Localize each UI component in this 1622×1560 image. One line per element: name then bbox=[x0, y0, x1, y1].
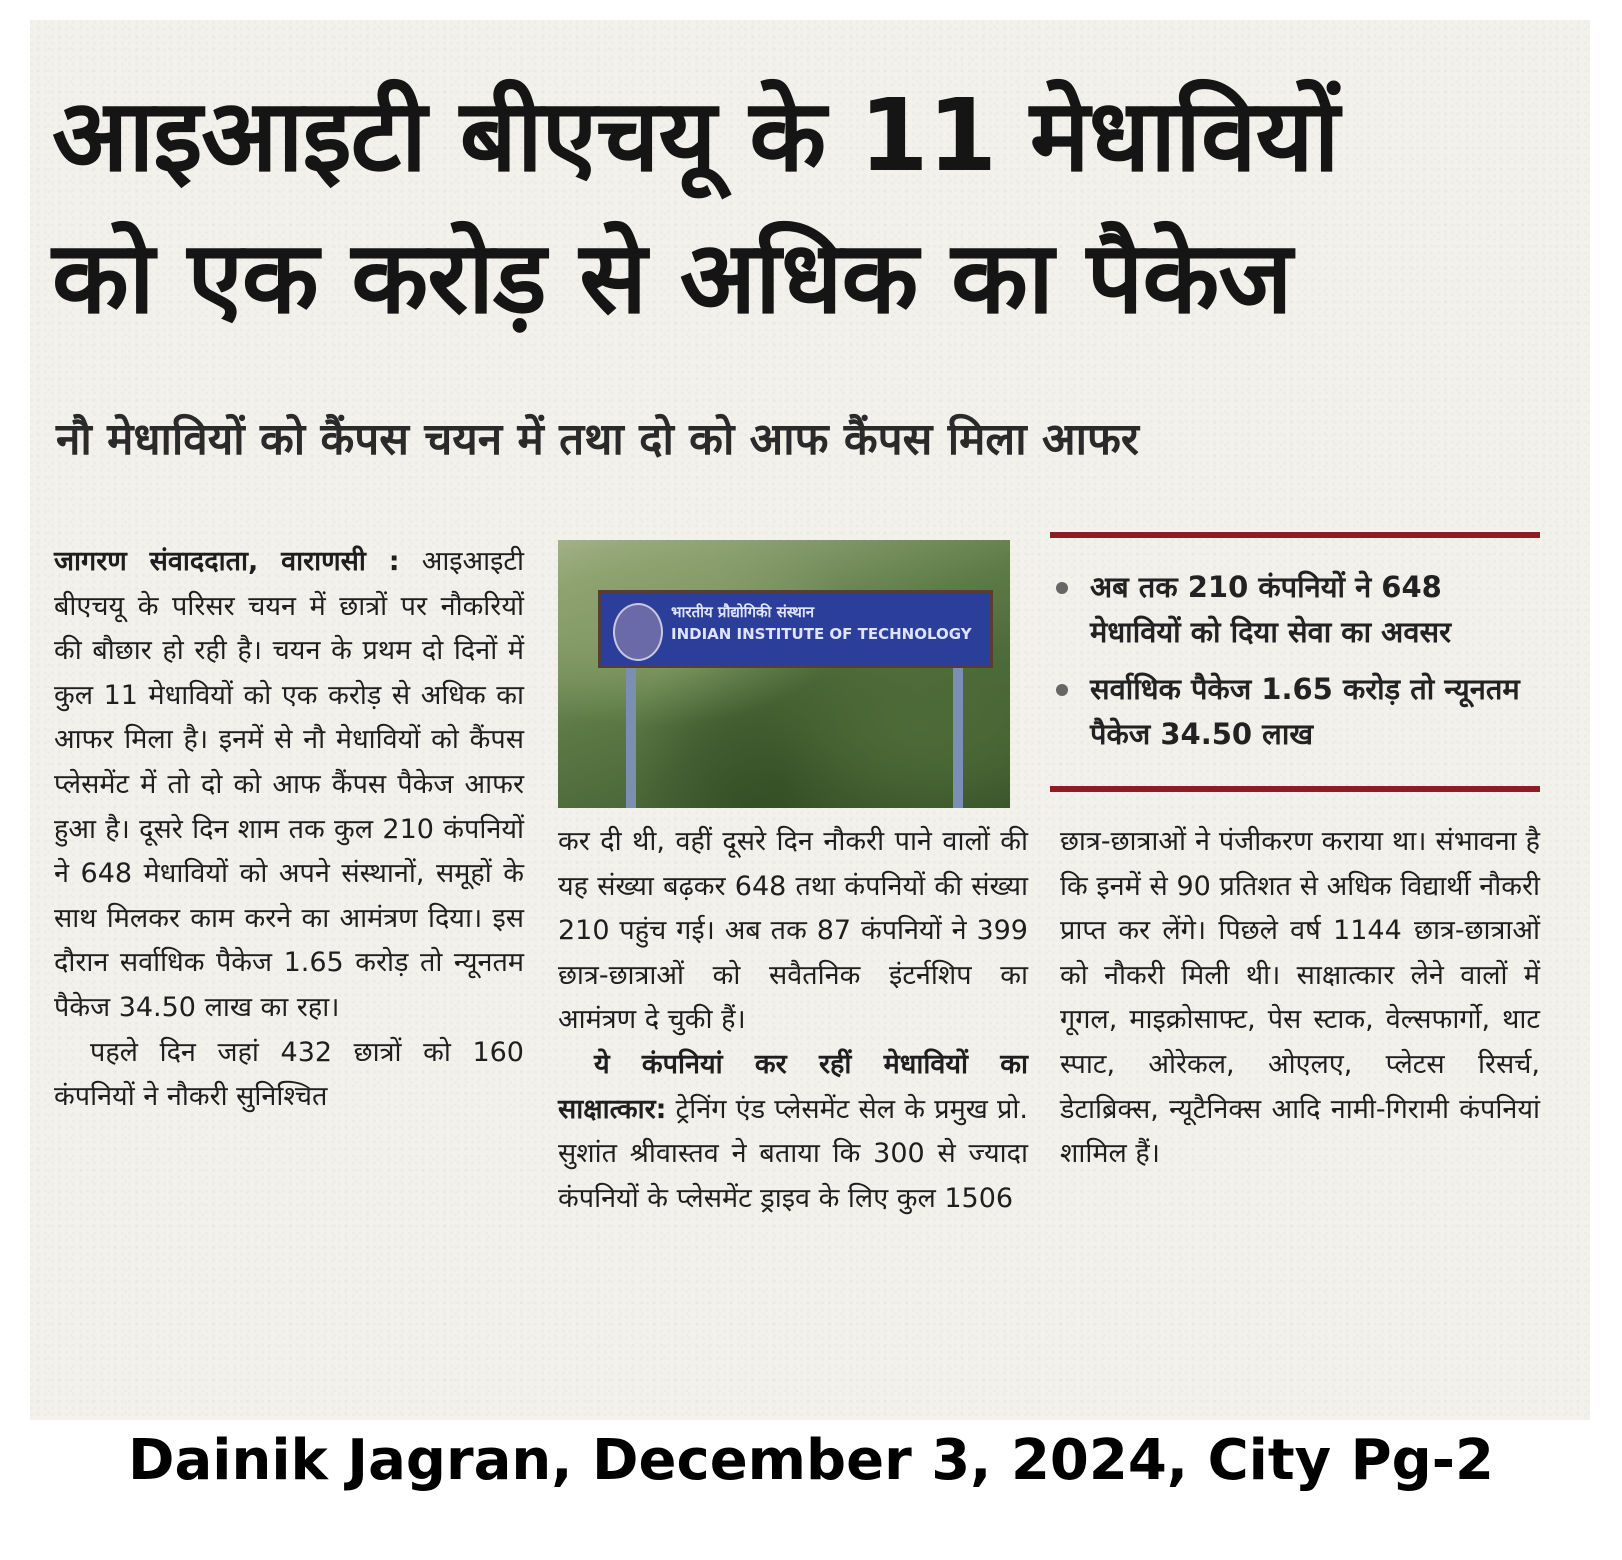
article-para-3-text: ट्रेनिंग एंड प्लेसमेंट सेल के प्रमुख प्रो. सुशांत श्रीवास्तव ने बताया कि 300 से ज्यादा कंपनियों के प्लेसमेंट ड्राइव के लिए कुल 1506 bbox=[558, 1093, 1028, 1214]
sign-pole-left bbox=[626, 668, 636, 808]
article-column-2 bbox=[558, 820, 1028, 1221]
article-para-1-text: आइआइटी बीएचयू के परिसर चयन में छात्रों पर नौकरियों की बौछार हो रही है। चयन के प्रथम दो दिनों में कुल 11 मेधावियों को एक करोड़ से अधिक का आफर मिला है। इनमें से नौ मेधावियों को कैंपस प्लेसमेंट में तो दो को आफ कैंपस पैकेज आफर हुआ है। दूसरे दिन शाम तक कुल 210 कंपनियों ने 648 मेधावियों को अपने संस्थानों, समूहों के साथ मिलकर काम करने का आमंत्रण दिया। इस दौरान सर्वाधिक पैकेज 1.65 करोड़ तो न्यूनतम पैकेज 34.50 लाख का रहा। bbox=[54, 546, 524, 1023]
headline bbox=[52, 65, 1572, 349]
institute-logo-icon bbox=[613, 603, 663, 661]
newspaper-clipping bbox=[30, 20, 1590, 1420]
highlights-box bbox=[1050, 565, 1540, 769]
highlight-item: सर्वाधिक पैकेज 1.65 करोड़ तो न्यूनतम पैकेज 34.50 लाख bbox=[1050, 667, 1540, 757]
institute-signboard bbox=[598, 590, 993, 668]
sign-text-hindi: भारतीय प्रौद्योगिकी संस्थान bbox=[671, 603, 815, 621]
article-para-1 bbox=[54, 540, 524, 1031]
sign-text-english: INDIAN INSTITUTE OF TECHNOLOGY bbox=[671, 625, 972, 643]
source-caption: Dainik Jagran, December 3, 2024, City Pg-2 bbox=[128, 1428, 1494, 1493]
highlight-top-rule bbox=[1050, 532, 1540, 538]
article-para-3 bbox=[558, 1043, 1028, 1221]
highlight-item: अब तक 210 कंपनियों ने 648 मेधावियों को दिया सेवा का अवसर bbox=[1050, 565, 1540, 655]
bullet-icon bbox=[1056, 684, 1068, 696]
article-para-2-start: पहले दिन जहां 432 छात्रों को 160 कंपनियों ने नौकरी सुनिश्चित bbox=[54, 1036, 524, 1113]
article-para-2-cont: कर दी थी, वहीं दूसरे दिन नौकरी पाने वालों की यह संख्या बढ़कर 648 तथा कंपनियों की संख्या 210 पहुंच गई। अब तक 87 कंपनियों ने 399 छात्र-छात्राओं को सवैतनिक इंटर्नशिप का आमंत्रण दे चुकी हैं। bbox=[558, 826, 1028, 1036]
article-column-3 bbox=[1060, 820, 1540, 1177]
highlight-bottom-rule bbox=[1050, 786, 1540, 792]
article-para-3-cont: छात्र-छात्राओं ने पंजीकरण कराया था। संभावना है कि इनमें से 90 प्रतिशत से अधिक विद्यार्थी नौकरी प्राप्त कर लेंगे। पिछले वर्ष 1144 छात्र-छात्राओं को नौकरी मिली थी। साक्षात्कार लेने वालों में गूगल, माइक्रोसाफ्ट, पेस स्टाक, वेल्सफार्गो, थाट स्पाट, ओरेकल, ओएलए, प्लेटस रिसर्च, डेटाब्रिक्स, न्यूटैनिक्स आदि नामी-गिरामी कंपनियां शामिल हैं। bbox=[1060, 826, 1540, 1170]
article-column-1 bbox=[54, 540, 524, 1120]
headline-line-2: को एक करोड़ से अधिक का पैकेज bbox=[52, 219, 1292, 336]
headline-line-1: आइआइटी बीएचयू के 11 मेधावियों bbox=[52, 77, 1339, 194]
iit-sign-photo bbox=[558, 540, 1010, 808]
bullet-icon bbox=[1056, 582, 1068, 594]
sign-pole-right bbox=[953, 668, 963, 808]
subheadline: नौ मेधावियों को कैंपस चयन में तथा दो को आफ कैंपस मिला आफर bbox=[56, 414, 1139, 465]
article-subheading: ये कंपनियां कर रहीं मेधावियों का साक्षात्कार: bbox=[558, 1048, 1028, 1125]
byline: जागरण संवाददाता, वाराणसी : bbox=[54, 546, 400, 577]
